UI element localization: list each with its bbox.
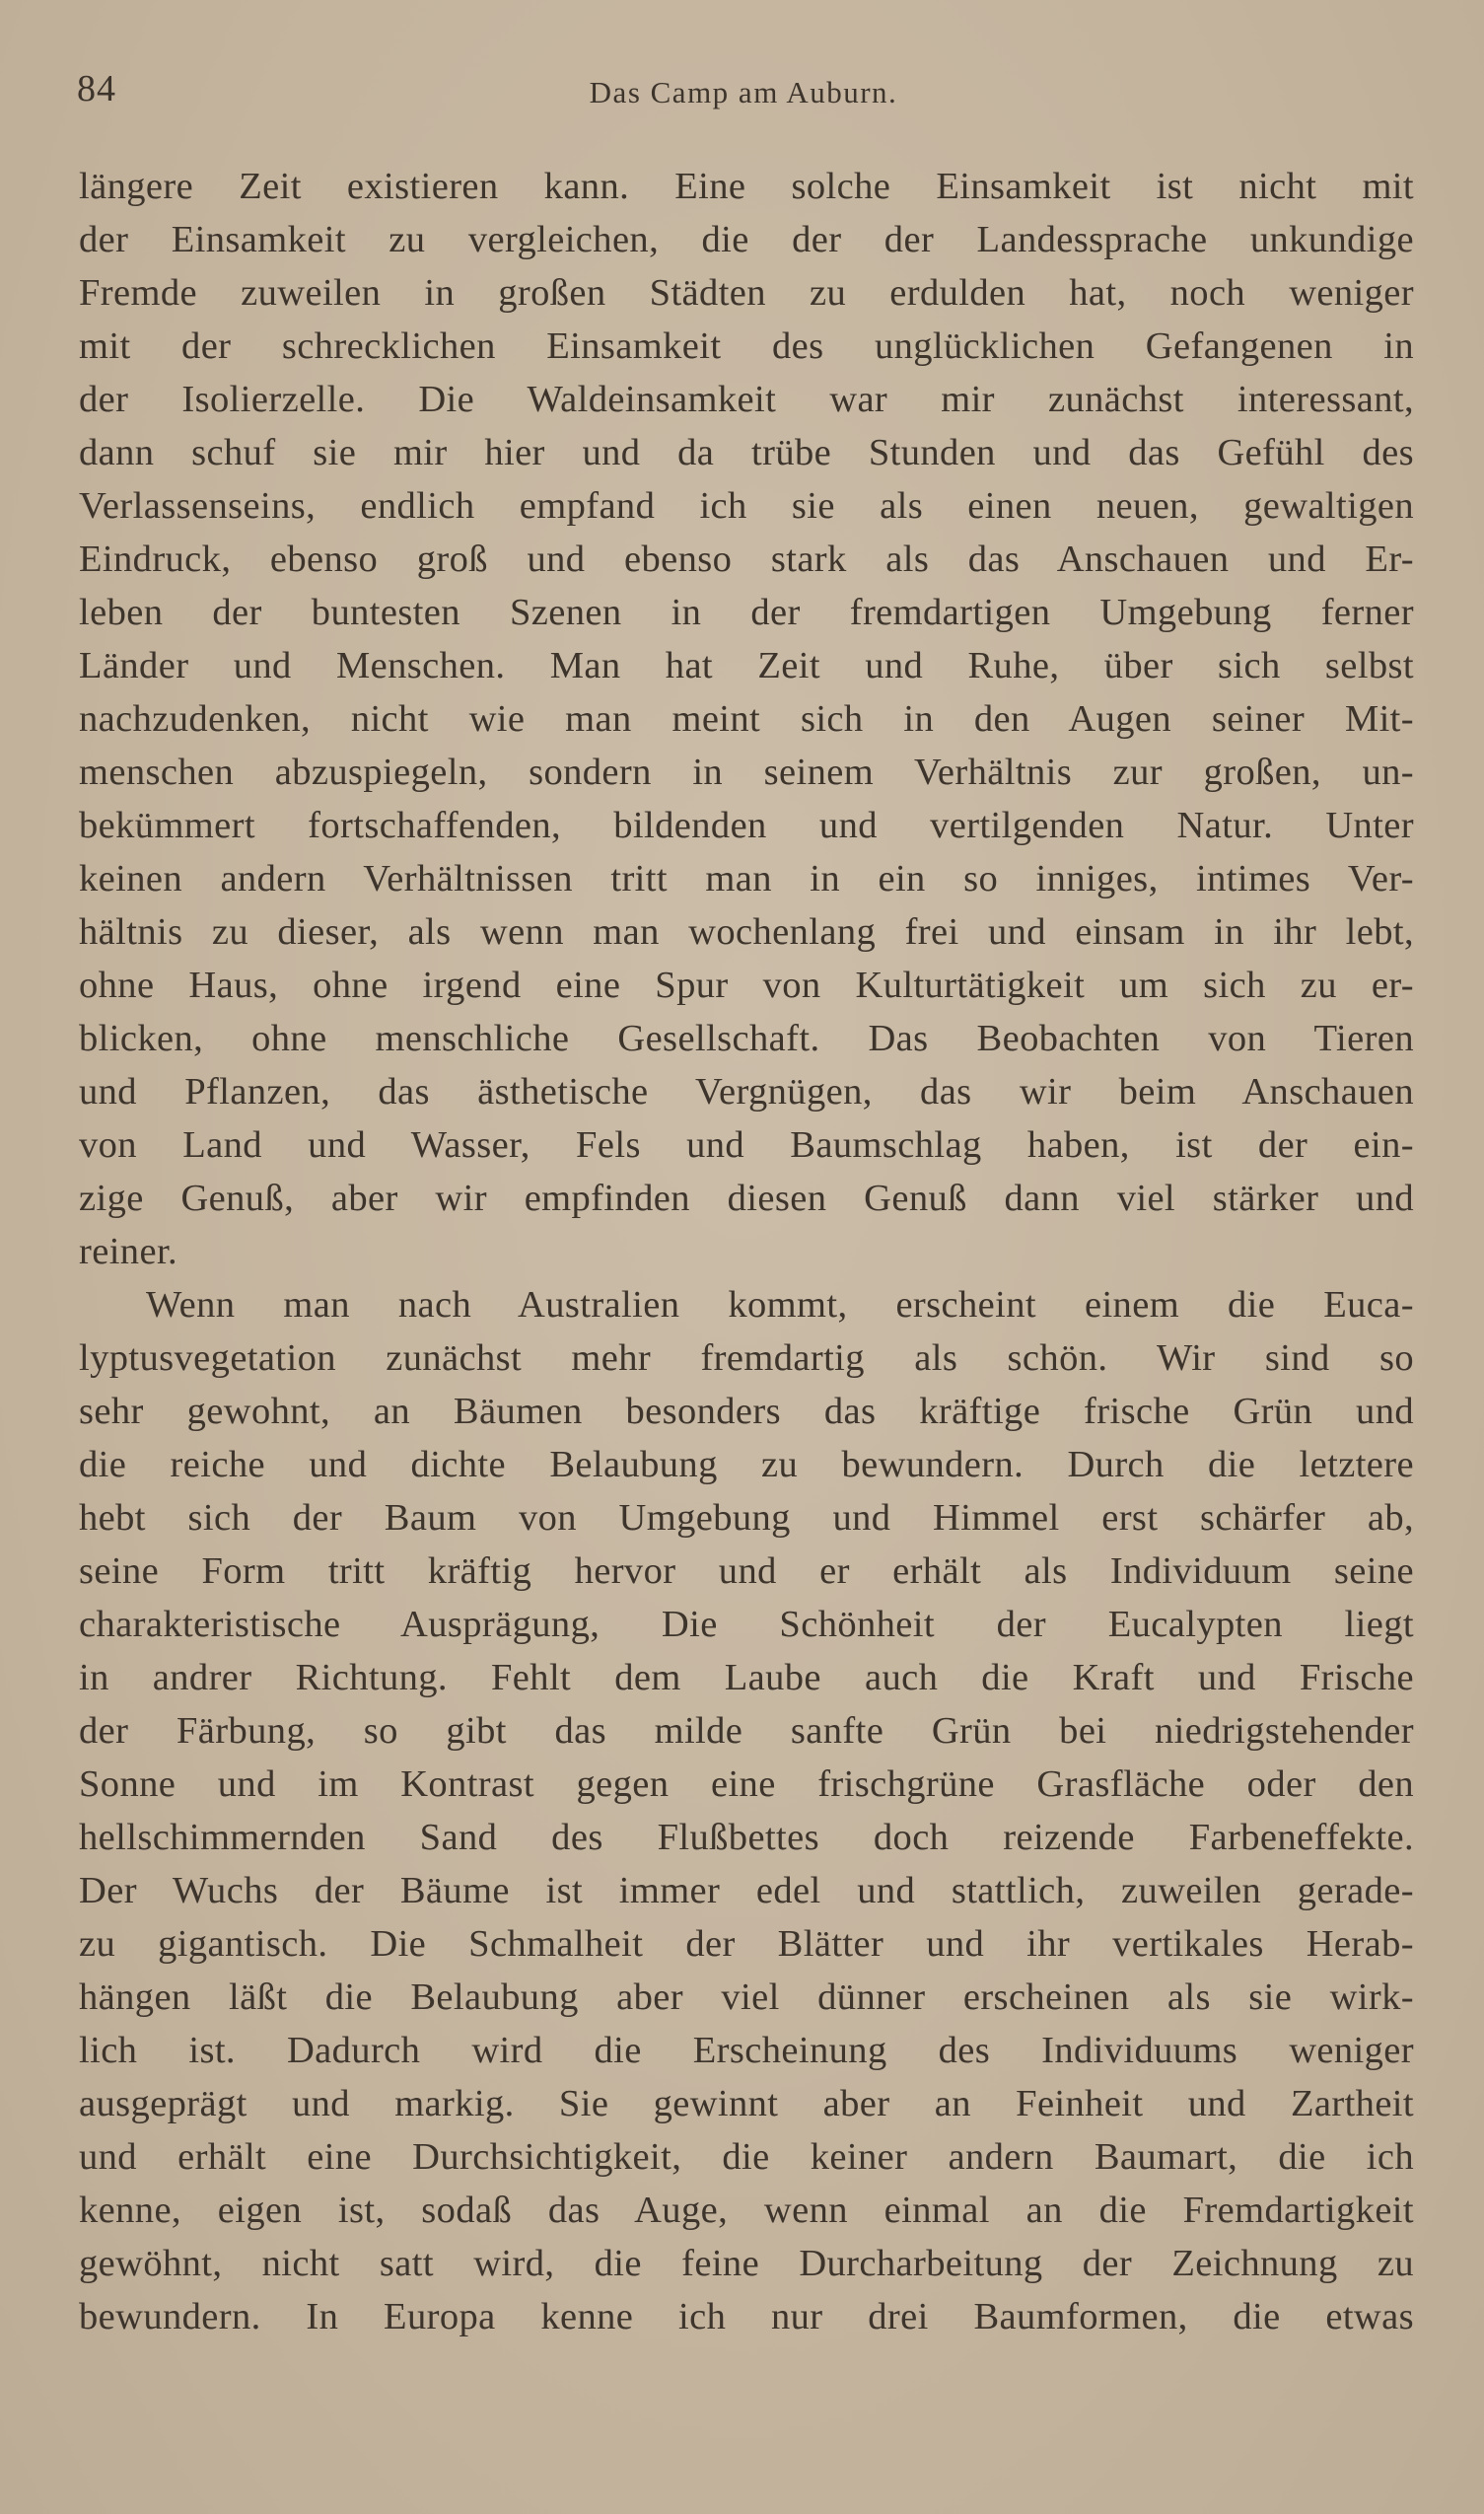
- text-line: Verlassenseins, endlich empfand ich sie als einen neuen, gewaltigen: [79, 485, 1414, 527]
- text-line: bewundern. In Europa kenne ich nur drei Baumformen, die etwas: [79, 2296, 1414, 2337]
- page-number: 84: [77, 68, 116, 109]
- text-line: zu gigantisch. Die Schmalheit der Blätter und ihr vertikales Herab-: [79, 1923, 1414, 1965]
- text-line: keinen andern Verhältnissen tritt man in ein so inniges, intimes Ver-: [79, 858, 1414, 899]
- text-line: ohne Haus, ohne irgend eine Spur von Kulturtätigkeit um sich zu er-: [79, 965, 1414, 1006]
- page-header: [77, 67, 1410, 126]
- body-text: [79, 160, 1414, 2343]
- text-line: der Einsamkeit zu vergleichen, die der der Landessprache unkundige: [79, 219, 1414, 260]
- text-line: gewöhnt, nicht satt wird, die feine Durcharbeitung der Zeichnung zu: [79, 2243, 1414, 2284]
- text-line: zige Genuß, aber wir empfinden diesen Genuß dann viel stärker und: [79, 1178, 1414, 1219]
- text-line: die reiche und dichte Belaubung zu bewundern. Durch die letztere: [79, 1444, 1414, 1485]
- text-line: reiner.: [79, 1231, 178, 1272]
- paragraph: [79, 1278, 1414, 2343]
- text-line: mit der schrecklichen Einsamkeit des unglücklichen Gefangenen in: [79, 325, 1414, 367]
- text-line: nachzudenken, nicht wie man meint sich in den Augen seiner Mit-: [79, 698, 1414, 740]
- text-line: ausgeprägt und markig. Sie gewinnt aber an Feinheit und Zartheit: [79, 2083, 1414, 2124]
- text-line: und erhält eine Durchsichtigkeit, die keiner andern Baumart, die ich: [79, 2136, 1414, 2178]
- text-line: der Isolierzelle. Die Waldeinsamkeit war mir zunächst interessant,: [79, 379, 1414, 420]
- text-line: menschen abzuspiegeln, sondern in seinem Verhältnis zur großen, un-: [79, 752, 1414, 793]
- text-line: dann schuf sie mir hier und da trübe Stunden und das Gefühl des: [79, 432, 1414, 473]
- text-line: sehr gewohnt, an Bäumen besonders das kräftige frische Grün und: [79, 1391, 1414, 1432]
- text-line: hellschimmernden Sand des Flußbettes doch reizende Farbeneffekte.: [79, 1817, 1414, 1858]
- paragraph: [79, 160, 1414, 1278]
- text-line: Fremde zuweilen in großen Städten zu erdulden hat, noch weniger: [79, 272, 1414, 314]
- text-line: der Färbung, so gibt das milde sanfte Grün bei niedrigstehender: [79, 1710, 1414, 1752]
- text-line: kenne, eigen ist, sodaß das Auge, wenn einmal an die Fremdartigkeit: [79, 2190, 1414, 2231]
- text-line: und Pflanzen, das ästhetische Vergnügen, das wir beim Anschauen: [79, 1071, 1414, 1113]
- text-line: von Land und Wasser, Fels und Baumschlag haben, ist der ein-: [79, 1124, 1414, 1166]
- text-line: in andrer Richtung. Fehlt dem Laube auch die Kraft und Frische: [79, 1657, 1414, 1698]
- text-line: bekümmert fortschaffenden, bildenden und vertilgenden Natur. Unter: [79, 805, 1414, 846]
- text-line: seine Form tritt kräftig hervor und er erhält als Individuum seine: [79, 1550, 1414, 1592]
- text-line: hältnis zu dieser, als wenn man wochenlang frei und einsam in ihr lebt,: [79, 911, 1414, 953]
- text-line: hängen läßt die Belaubung aber viel dünner erscheinen als sie wirk-: [79, 1976, 1414, 2018]
- text-line: hebt sich der Baum von Umgebung und Himmel erst schärfer ab,: [79, 1497, 1414, 1539]
- text-line: Wenn man nach Australien kommt, erscheint einem die Euca-: [146, 1284, 1414, 1326]
- text-line: Länder und Menschen. Man hat Zeit und Ruhe, über sich selbst: [79, 645, 1414, 686]
- text-line: leben der buntesten Szenen in der fremdartigen Umgebung ferner: [79, 592, 1414, 633]
- running-title: Das Camp am Auburn.: [589, 75, 898, 109]
- text-line: Sonne und im Kontrast gegen eine frischgrüne Grasfläche oder den: [79, 1763, 1414, 1805]
- text-line: lich ist. Dadurch wird die Erscheinung des Individuums weniger: [79, 2030, 1414, 2071]
- text-line: lyptusvegetation zunächst mehr fremdartig als schön. Wir sind so: [79, 1337, 1414, 1379]
- text-line: Eindruck, ebenso groß und ebenso stark als das Anschauen und Er-: [79, 539, 1414, 580]
- text-line: Der Wuchs der Bäume ist immer edel und stattlich, zuweilen gerade-: [79, 1870, 1414, 1911]
- text-line: charakteristische Ausprägung, Die Schönheit der Eucalypten liegt: [79, 1604, 1414, 1645]
- text-line: blicken, ohne menschliche Gesellschaft. Das Beobachten von Tieren: [79, 1018, 1414, 1059]
- text-line: längere Zeit existieren kann. Eine solche Einsamkeit ist nicht mit: [79, 166, 1414, 207]
